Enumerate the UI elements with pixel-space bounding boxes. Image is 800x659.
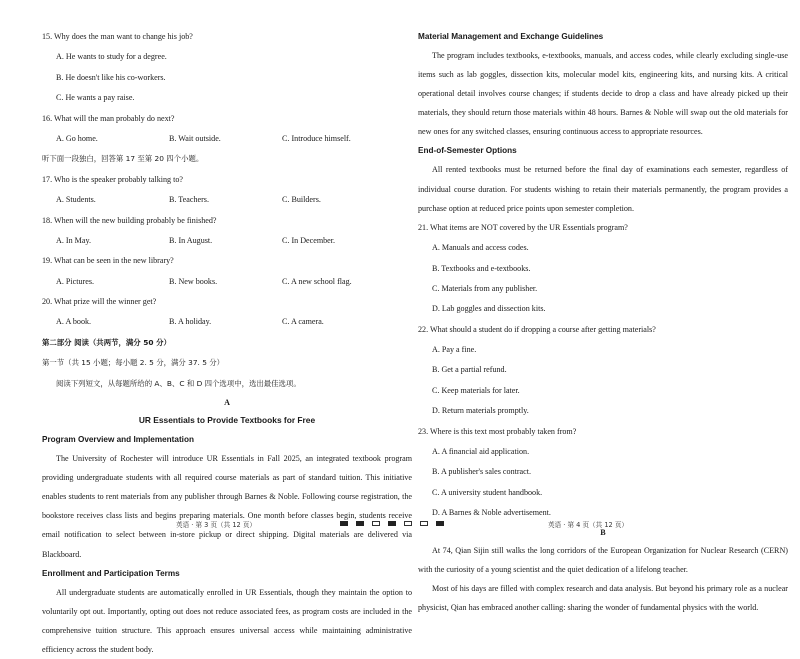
- option-22-c: C. Keep materials for later.: [432, 385, 520, 395]
- option-18-c: C. In December.: [282, 235, 336, 245]
- registration-mark-6: [420, 521, 428, 526]
- registration-mark-3: [372, 521, 380, 526]
- option-17-b: B. Teachers.: [169, 195, 209, 205]
- instruction-17-20: 听下面一段独白，回答第 17 至第 20 四个小题。: [42, 154, 204, 164]
- option-17-a: A. Students.: [56, 195, 96, 205]
- option-17-c: C. Builders.: [282, 195, 321, 205]
- part2-heading: 第二部分 阅读（共两节，满分 50 分）: [42, 337, 171, 347]
- option-16-a: A. Go home.: [56, 133, 98, 143]
- question-18: 18. When will the new building probably be finished?: [42, 215, 217, 225]
- option-16-c: C. Introduce himself.: [282, 133, 351, 143]
- option-21-b: B. Textbooks and e-textbooks.: [432, 263, 531, 273]
- paragraph-overview: The University of Rochester will introduce UR Essentials in Fall 2025, an integrated textbook program providing undergraduate students with all required course materials as part of standard tuition. This initiative enables students to rent materials from any publisher through Barnes & Noble. Following course registration, the bookstore receives class lists and begins preparing materials. One month before classes begin, students receive email notification to select between in-store pickup or direct shipping. Digital materials are delivered via Blackboard.: [42, 454, 412, 559]
- section1-heading: 第一节（共 15 小题；每小题 2. 5 分，满分 37. 5 分）: [42, 358, 225, 368]
- question-20: 20. What prize will the winner get?: [42, 297, 157, 307]
- option-20-b: B. A holiday.: [169, 317, 212, 327]
- option-20-a: A. A book.: [56, 317, 92, 327]
- options-19: [42, 272, 412, 292]
- question-16: 16. What will the man probably do next?: [42, 113, 175, 123]
- option-22-a: A. Pay a fine.: [432, 345, 477, 355]
- registration-mark-4: [388, 521, 396, 526]
- heading-end-of-semester: End-of-Semester Options: [418, 146, 517, 156]
- option-21-c: C. Materials from any publisher.: [432, 283, 538, 293]
- registration-mark-5: [404, 521, 412, 526]
- option-21-d: D. Lab goggles and dissection kits.: [432, 304, 546, 314]
- options-16: [42, 129, 412, 149]
- passage-b-letter: B: [600, 527, 606, 537]
- option-19-b: B. New books.: [169, 276, 218, 286]
- question-15: 15. Why does the man want to change his job?: [42, 32, 193, 41]
- registration-mark-7: [436, 521, 444, 526]
- heading-overview: Program Overview and Implementation: [42, 435, 194, 445]
- question-17: 17. Who is the speaker probably talking to?: [42, 174, 184, 184]
- option-15-b: B. He doesn't like his co-workers.: [56, 72, 166, 82]
- options-20: [42, 312, 412, 332]
- paragraph-end-of-semester: All rented textbooks must be returned before the final day of examinations each semester, regardless of individual course duration. For students wishing to retain their materials permanently, the program provides a purchase option at reduced price points upon semester completion.: [418, 165, 788, 213]
- option-22-b: B. Get a partial refund.: [432, 365, 507, 375]
- option-18-b: B. In August.: [169, 235, 213, 245]
- heading-material: Material Management and Exchange Guidelines: [418, 32, 604, 41]
- section1-instruction: 阅读下列短文，从每题所给的 A、B、C 和 D 四个选项中，选出最佳选项。: [56, 378, 301, 388]
- passage-a-letter: A: [224, 398, 230, 408]
- option-23-b: B. A publisher's sales contract.: [432, 467, 532, 477]
- registration-mark-2: [356, 521, 364, 526]
- paragraph-enrollment: All undergraduate students are automatically enrolled in UR Essentials, though they maintain the option to voluntarily opt out. Importantly, opting out does not reduce associated fees, as program costs are included in the comprehensive tuition structure. This approach ensures universal access while maintaining administrative efficiency across the student body.: [42, 587, 412, 654]
- option-15-a: A. He wants to study for a degree.: [56, 52, 167, 62]
- passage-a-title: UR Essentials to Provide Textbooks for Free: [138, 415, 316, 426]
- option-19-c: C. A new school flag.: [282, 276, 352, 286]
- option-23-a: A. A financial aid application.: [432, 447, 530, 457]
- options-18: [42, 231, 412, 251]
- page-registration-marks: [340, 521, 444, 526]
- option-19-a: A. Pictures.: [56, 276, 94, 286]
- heading-enrollment: Enrollment and Participation Terms: [42, 568, 180, 578]
- paragraph-b1: At 74, Qian Sijin still walks the long corridors of the European Organization for Nuclear Research (CERN) with the curiosity of a young scientist and the quiet dedication of a lifelong teacher.: [418, 545, 788, 574]
- option-16-b: B. Wait outside.: [169, 133, 221, 143]
- question-22: 22. What should a student do if dropping a course after getting materials?: [418, 324, 656, 334]
- paragraph-material: The program includes textbooks, e-textbooks, manuals, and access codes, while clearly excluding single-use items such as lab goggles, dissection kits, molecular model kits, engineering kits, and nursing kits. A critical operational detail involves course changes; if students decide to drop a class and have already picked up their materials, they should return those materials within 48 hours. Barnes & Noble will swap out the old materials for new ones for any switched classes, ensuring continuous access to appropriate resources.: [418, 51, 788, 137]
- option-18-a: A. In May.: [56, 235, 91, 245]
- options-17: [42, 190, 412, 210]
- paragraph-b2: Most of his days are filled with complex research and data analysis. But beyond his primary role as a nuclear physicist, Qian has embraced another calling: sharing the wonder of fundamental physics with the world.: [418, 583, 788, 612]
- footer-page-3: 英语 · 第 3 页（共 12 页）: [176, 521, 257, 529]
- question-21: 21. What items are NOT covered by the UR Essentials program?: [418, 222, 628, 232]
- question-23: 23. Where is this text most probably taken from?: [418, 426, 577, 436]
- option-21-a: A. Manuals and access codes.: [432, 243, 529, 253]
- option-20-c: C. A camera.: [282, 317, 324, 327]
- registration-mark-1: [340, 521, 348, 526]
- question-19: 19. What can be seen in the new library?: [42, 256, 174, 266]
- option-15-c: C. He wants a pay raise.: [56, 93, 135, 103]
- option-22-d: D. Return materials promptly.: [432, 406, 529, 416]
- footer-page-4: 英语 · 第 4 页（共 12 页）: [548, 521, 629, 529]
- option-23-c: C. A university student handbook.: [432, 487, 543, 497]
- option-23-d: D. A Barnes & Noble advertisement.: [432, 508, 551, 518]
